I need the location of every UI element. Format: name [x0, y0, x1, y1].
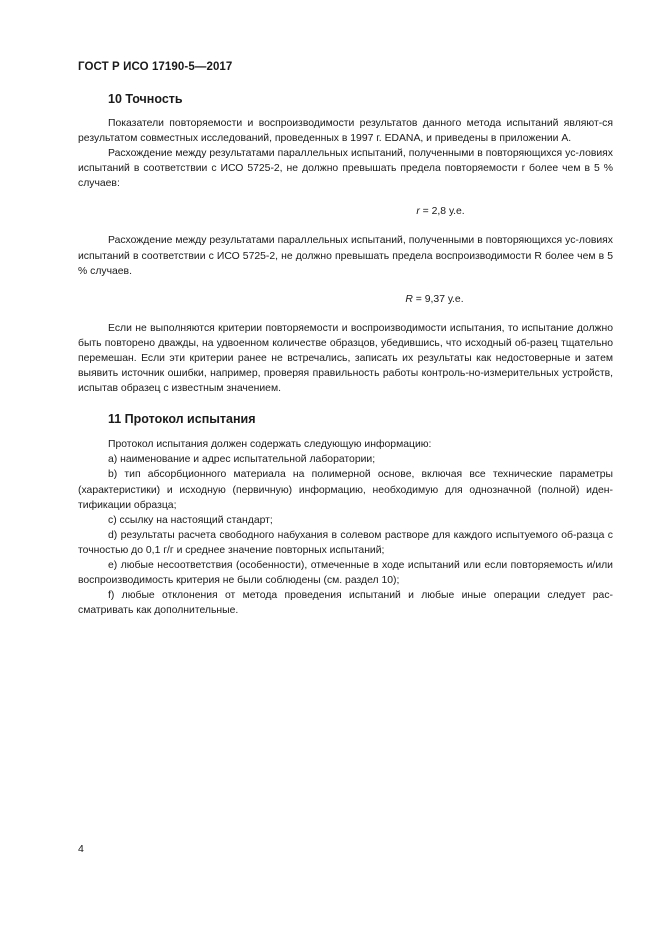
section-10-paragraph-2: Расхождение между результатами параллельных испытаний, полученными в повторяющихся ус-ловиях испытаний в соответствии с ИСО 5725-2, не должно превышать предела повторяемости r более чем в 5 % случаев:	[78, 148, 613, 190]
list-item: b) тип абсорбционного материала на полимерной основе, включая все технические параметры (характеристики) и исходную (первичную) информацию, необходимую для однозначной (полной) иден-тификации образца;	[78, 469, 613, 511]
section-11-intro: Протокол испытания должен содержать следующую информацию:	[108, 439, 432, 451]
list-item: а) наименование и адрес испытательной лаборатории;	[108, 454, 376, 466]
list-item: f) любые отклонения от метода проведения испытаний и любые иные операции следует рас-сматривать как дополнительные.	[78, 590, 613, 617]
formula-variable-r: r	[416, 206, 420, 218]
formula-value-R: = 9,37 у.е.	[412, 293, 464, 305]
reproducibility-formula	[78, 292, 613, 307]
section-11-heading: 11 Протокол испытания	[108, 412, 256, 427]
section-10-paragraph-1: Показатели повторяемости и воспроизводимости результатов данного метода испытаний являют-ся результатом совместных исследований, проведенных в 1997 г. EDANA, и приведены в приложении А.	[78, 118, 613, 145]
list-item: d) результаты расчета свободного набухания в солевом растворе для каждого испытуемого об-разца с точностью до 0,1 г/г и среднее значение повторных испытаний;	[78, 529, 613, 556]
section-10-paragraph-3: Расхождение между результатами параллельных испытаний, полученными в повторяющихся ус-ловиях испытаний в соответствии с ИСО 5725-2, не должно превышать предела воспроизводимости R более чем в 5 % случаев.	[78, 235, 613, 277]
repeatability-formula	[78, 204, 613, 219]
page-number: 4	[78, 843, 84, 855]
list-item: c) ссылку на настоящий стандарт;	[108, 514, 273, 526]
formula-variable-R: R	[405, 293, 413, 305]
list-item: e) любые несоответствия (особенности), отмеченные в ходе испытаний или если повторяемость и/или воспроизводимость критерия не были соблюдены (см. раздел 10);	[78, 559, 613, 587]
document-code-header: ГОСТ Р ИСО 17190-5—2017	[78, 61, 233, 73]
section-10-heading: 10 Точность	[108, 92, 183, 106]
section-10-paragraph-4: Если не выполняются критерии повторяемости и воспроизводимости испытания, то испытание должно быть повторено дважды, на удвоенном количестве образцов, убедившись, что исходный об-разец тщательно перемешан. Если эти критерии ранее не встречались, записать их результаты как недостоверные и затем выявить источник ошибки, например, проверяя правильность работы контроль-но-измерительных устройств, испытав образец с известным значением.	[78, 322, 613, 395]
formula-value-r: = 2,8 у.е.	[419, 206, 465, 218]
document-body	[78, 90, 613, 618]
